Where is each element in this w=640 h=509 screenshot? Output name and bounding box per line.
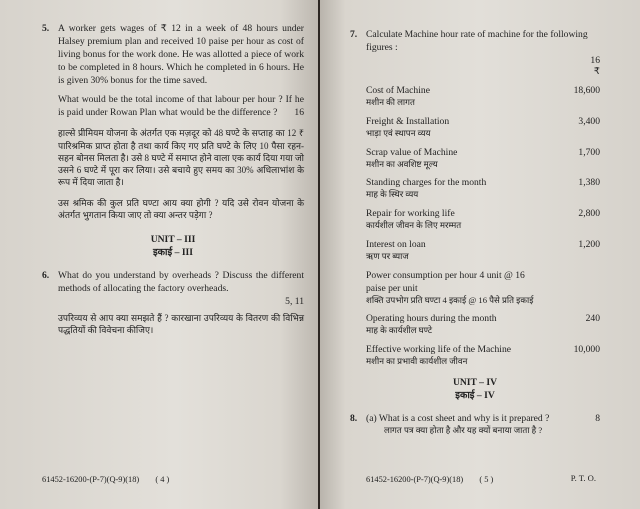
marks: 5, 11 (285, 296, 304, 308)
row-value: 3,400 (578, 115, 600, 127)
row-label-hindi: मशीन का अवशिष्ट मूल्य (366, 158, 438, 169)
row-label-hindi: माह के स्थिर व्यय (366, 189, 419, 200)
row-label: Cost of Machine (366, 85, 430, 97)
question-text: (a) What is a cost sheet and why is it prepared ? (366, 412, 550, 424)
table-row (366, 84, 600, 109)
row-value: 1,200 (578, 238, 600, 250)
unit-heading-hindi: इकाई – IV (455, 389, 495, 401)
row-label-hindi: मशीन की लागत (366, 97, 415, 108)
row-value: 10,000 (573, 344, 600, 356)
row-value: 1,700 (578, 146, 600, 158)
question-text: Calculate Machine hour rate of machine for the following figures : (366, 29, 588, 54)
hindi-text: उपरिव्यय से आप क्या समझते हैं ? कारखाना उपरिव्यय के वितरण की विभिन्न पद्धतियों की विवेचना कीजिए। (58, 313, 304, 336)
question-text: What do you understand by overheads ? Discuss the different methods of allocating the factory overheads. (58, 270, 304, 295)
row-value: 18,600 (573, 85, 600, 97)
question-number: 8. (350, 412, 358, 424)
question-number: 7. (350, 29, 358, 40)
row-value: 1,380 (578, 177, 600, 189)
row-label: Standing charges for the month (366, 177, 487, 189)
left-page (0, 0, 318, 509)
currency-symbol: ₹ (593, 66, 600, 78)
question-text: A worker gets wages of ₹ 12 in a week of 48 hours under Halsey premium plan and received 10 paise per hour as cost of living bonus for the work done. He was allotted a piece of work to be completed in 8 hours. Which he completed in 6 hours. He is given 30% bonus for the time saved. (58, 23, 304, 87)
right-page (320, 0, 640, 509)
table-row (366, 343, 600, 368)
unit-heading-hindi: इकाई – III (152, 247, 194, 259)
question-7 (350, 28, 600, 368)
machine-data-table (366, 84, 600, 368)
table-row (366, 269, 600, 307)
row-label: Freight & Installation (366, 115, 450, 127)
hindi-text: उस श्रमिक की कुल प्रति घण्टा आय क्या होगी ? यदि उसे रोवन योजना के अंतर्गत भुगतान किया जाए तो क्या अन्तर पड़ेगा ? (58, 197, 304, 220)
row-value (540, 269, 600, 307)
table-row (366, 312, 600, 337)
row-label: Power consumption per hour 4 unit @ 16 paise per unit (366, 269, 525, 294)
table-row (366, 238, 600, 263)
table-row (366, 115, 600, 140)
hindi-text: हाल्से प्रीमियम योजना के अंतर्गत एक मज़दूर को 48 घण्टे के सप्ताह का 12 ₹ पारिश्रमिक प्राप्त होता है तथा कार्य किए गए प्रति घण्टे के लिए 10 पैसा रहन-सहन बोनस मिलता है। उसे 8 घण्टे में समाप्त होने वाला एक कार्य दिया गया जो उसने 6 घण्टे में पूरा कर लिया। उसे बचाये हुए समय का 30% अधिलाभांश के रूप में दिया जाता है। (58, 128, 304, 188)
row-label: Operating hours during the month (366, 313, 497, 325)
row-label-hindi: शक्ति उपभोग प्रति घण्टा 4 इकाई @ 16 पैसे प्रति इकाई (366, 294, 534, 305)
row-label-hindi: मशीन का प्रभावी कार्यशील जीवन (366, 356, 468, 367)
row-label: Interest on loan (366, 238, 426, 250)
row-label: Scrap value of Machine (366, 146, 458, 158)
paper-code: 61452-16200-(P-7)(Q-9)(18) (366, 474, 464, 484)
marks: 16 (590, 55, 600, 67)
page-number: ( 4 ) (155, 474, 170, 484)
question-number: 6. (42, 270, 50, 282)
row-value: 2,800 (578, 208, 600, 220)
unit-heading: UNIT – IV (452, 376, 498, 388)
row-label-hindi: भाड़ा एवं स्थापन व्यय (366, 127, 431, 138)
row-label-hindi: कार्यशील जीवन के लिए मरम्मत (366, 220, 462, 231)
page-footer (366, 474, 493, 485)
question-5 (42, 22, 304, 221)
question-8 (350, 412, 600, 437)
row-label-hindi: ऋण पर ब्याज (366, 250, 409, 261)
unit-heading: UNIT – III (150, 234, 196, 246)
paper-code: 61452-16200-(P-7)(Q-9)(18) (42, 474, 140, 484)
marks: 16 (294, 107, 304, 119)
page-footer (42, 474, 169, 485)
row-label: Effective working life of the Machine (366, 344, 512, 356)
question-text: What would be the total income of that labour per hour ? If he is paid under Rowan Plan what would be the difference ? (58, 94, 304, 119)
row-label-hindi: माह के कार्यशील घण्टे (366, 325, 433, 336)
marks: 8 (595, 412, 600, 424)
table-row (366, 176, 600, 201)
row-label: Repair for working life (366, 208, 455, 220)
table-row (366, 207, 600, 232)
question-6 (42, 269, 304, 337)
hindi-text: लागत पत्र क्या होता है और यह क्यों बनाया जाता है ? (384, 424, 543, 435)
pto-note: P. T. O. (570, 473, 596, 484)
table-row (366, 146, 600, 171)
row-value: 240 (585, 313, 600, 325)
question-number: 5. (42, 23, 50, 34)
page-number: ( 5 ) (479, 474, 494, 484)
